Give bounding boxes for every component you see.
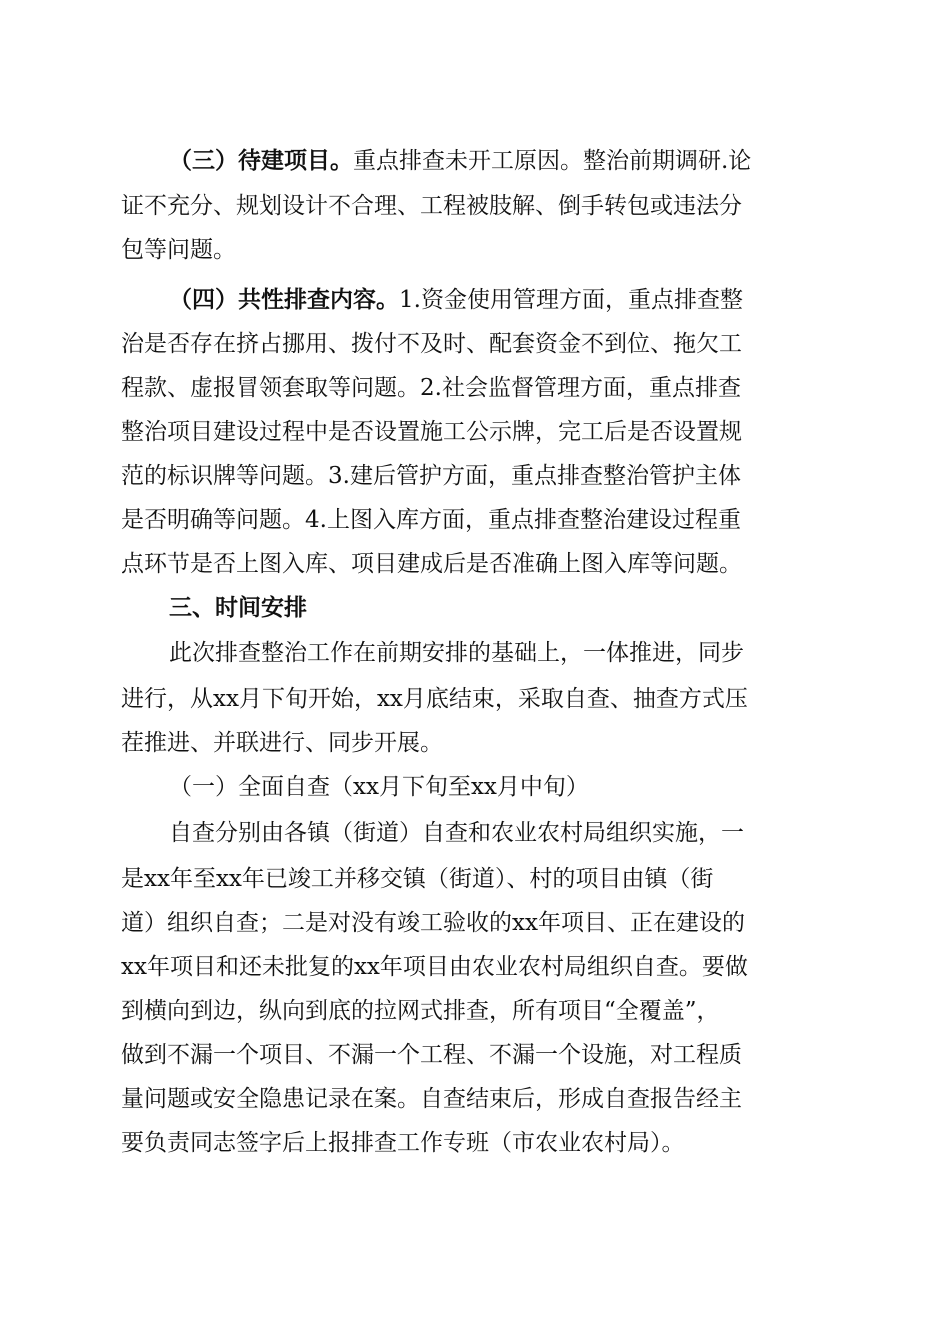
paragraph-line: [0, 146, 950, 176]
body-text: 自查分别由各镇（街道）自查和农业农村局组织实施，一: [169, 820, 744, 846]
subsection-heading: [0, 772, 950, 802]
subheading-text: （四）共性排查内容。: [169, 287, 399, 313]
paragraph-line: [0, 417, 950, 447]
body-text: 量问题或安全隐患记录在案。自查结束后，形成自查报告经主: [121, 1086, 742, 1112]
body-text: 点环节是否上图入库、项目建成后是否准确上图入库等问题。: [121, 551, 742, 577]
paragraph-line: [0, 684, 950, 714]
body-text: 包等问题。: [121, 237, 236, 263]
paragraph-line: [0, 638, 950, 668]
body-text: 做到不漏一个项目、不漏一个工程、不漏一个设施，对工程质: [121, 1042, 742, 1068]
paragraph-line: [0, 952, 950, 982]
body-text: 要负责同志签字后上报排查工作专班（市农业农村局）。: [121, 1130, 685, 1156]
body-text: 道）组织自查；二是对没有竣工验收的xx年项目、正在建设的: [121, 910, 745, 936]
body-text: 治是否存在挤占挪用、拨付不及时、配套资金不到位、拖欠工: [121, 331, 742, 357]
paragraph-line: [0, 1128, 950, 1158]
body-text: 1.资金使用管理方面，重点排查整: [399, 287, 743, 313]
section-heading: [0, 593, 950, 623]
paragraph-line: [0, 818, 950, 848]
body-text: xx年项目和还未批复的xx年项目由农业农村局组织自查。要做: [121, 954, 748, 980]
section-heading-text: 三、时间安排: [169, 595, 307, 621]
body-text: 是否明确等问题。4.上图入库方面，重点排查整治建设过程重: [121, 507, 741, 533]
paragraph-line: [0, 864, 950, 894]
paragraph-line: [0, 285, 950, 315]
paragraph-line: [0, 1040, 950, 1070]
body-text: 证不充分、规划设计不合理、工程被肢解、倒手转包或违法分: [121, 193, 742, 219]
body-text: 此次排查整治工作在前期安排的基础上，一体推进，同步: [169, 640, 744, 666]
body-text: 整治项目建设过程中是否设置施工公示牌，完工后是否设置规: [121, 419, 742, 445]
paragraph-line: [0, 908, 950, 938]
paragraph-line: [0, 996, 950, 1026]
body-text: 范的标识牌等问题。3.建后管护方面，重点排查整治管护主体: [121, 463, 741, 489]
paragraph-line: [0, 461, 950, 491]
body-text: 进行，从xx月下旬开始，xx月底结束，采取自查、抽查方式压: [121, 686, 748, 712]
paragraph-line: [0, 1084, 950, 1114]
body-text: 是xx年至xx年已竣工并移交镇（街道）、村的项目由镇（街: [121, 866, 714, 892]
paragraph-line: [0, 209, 950, 263]
paragraph-line: [0, 728, 950, 758]
body-text: 到横向到边，纵向到底的拉网式排查，所有项目“全覆盖”，: [121, 998, 720, 1024]
body-text: 茬推进、并联进行、同步开展。: [121, 730, 443, 756]
subheading-text: （三）待建项目。: [169, 148, 353, 174]
paragraph-line: [0, 549, 950, 579]
body-text: 程款、虚报冒领套取等问题。2.社会监督管理方面，重点排查: [121, 375, 741, 401]
paragraph-line: [0, 373, 950, 403]
body-text: 重点排查未开工原因。整治前期调研.论: [353, 148, 752, 174]
subsection-heading-text: （一）全面自查（xx月下旬至xx月中旬）: [169, 774, 589, 800]
paragraph-line: [0, 505, 950, 535]
paragraph-line: [0, 329, 950, 359]
